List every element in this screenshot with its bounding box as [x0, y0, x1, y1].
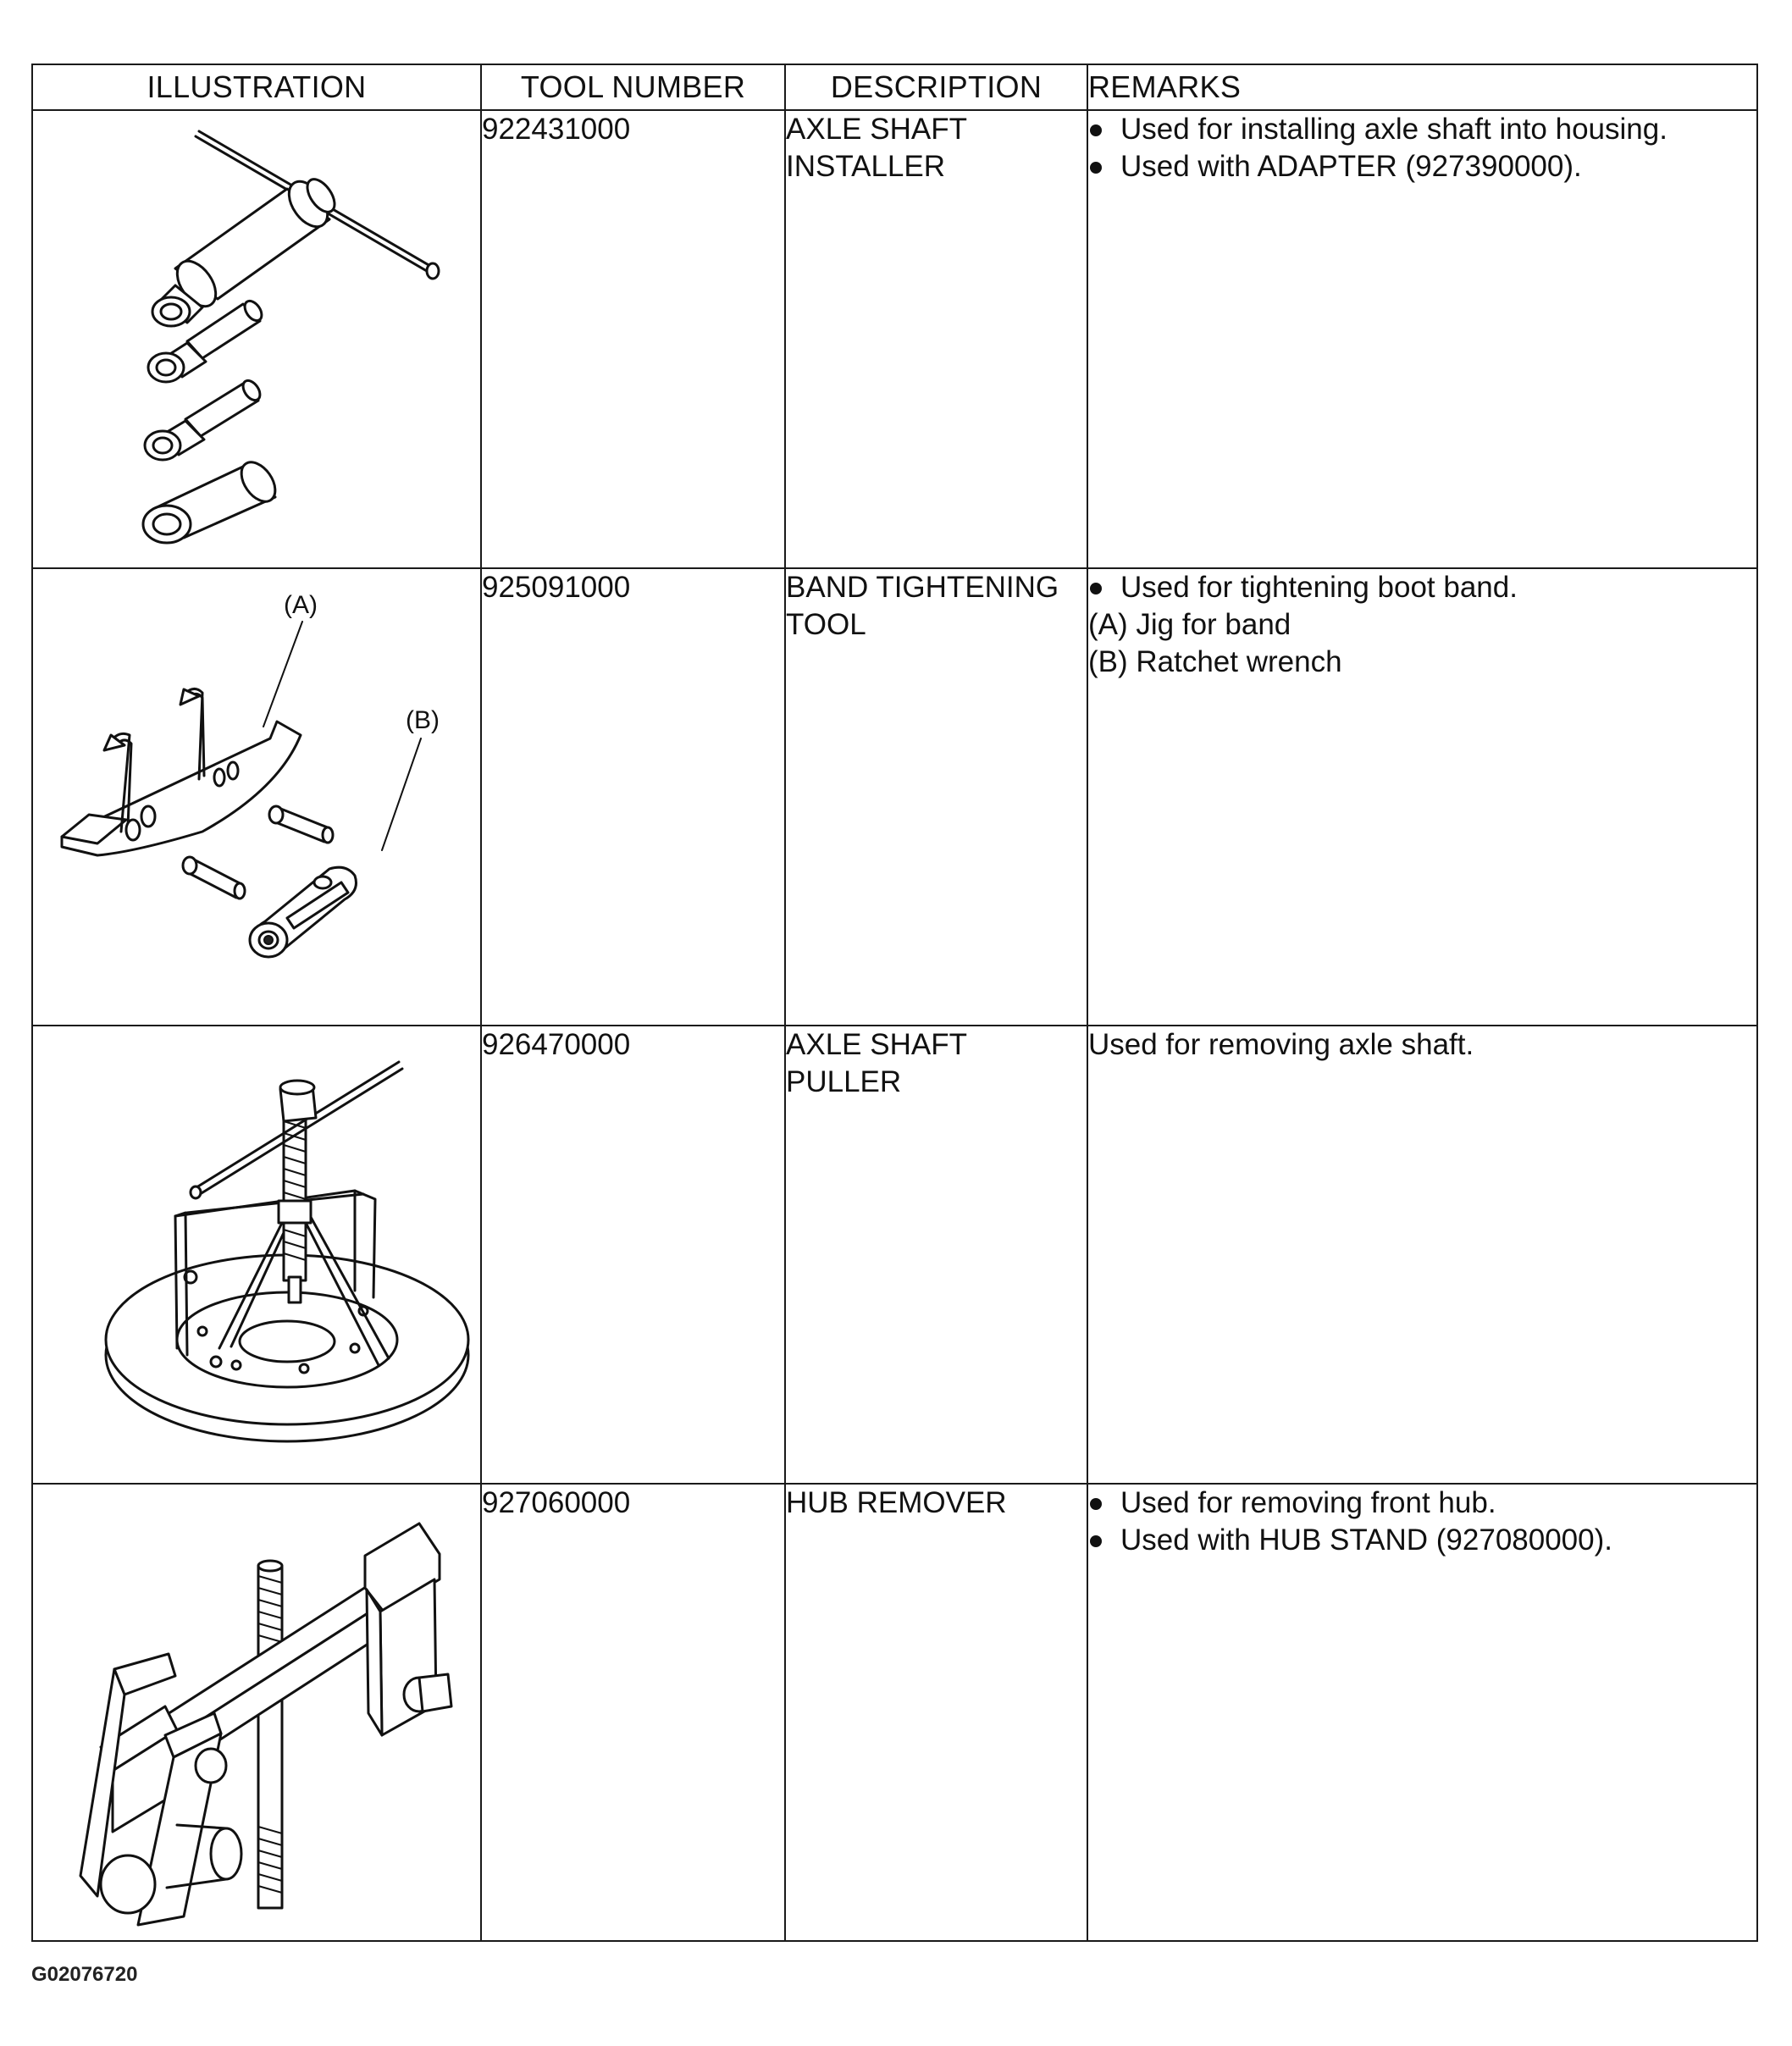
header-tool-number: TOOL NUMBER	[481, 64, 785, 110]
band-tightening-tool-illustration	[33, 569, 482, 1023]
remark-item	[1088, 569, 1756, 606]
description-line: AXLE SHAFT	[786, 113, 967, 146]
description-cell	[785, 1026, 1087, 1484]
tool-number-cell: 925091000	[481, 568, 785, 1026]
remarks-cell	[1087, 1484, 1757, 1942]
description-line: HUB REMOVER	[786, 1485, 1007, 1519]
table-row	[32, 110, 1757, 568]
description-line: BAND TIGHTENING	[786, 570, 1059, 604]
bullet-icon	[1090, 1498, 1102, 1510]
description-cell	[785, 568, 1087, 1026]
description-cell	[785, 110, 1087, 568]
remark-item: (B) Ratchet wrench	[1088, 644, 1342, 678]
remark-item: (A) Jig for band	[1088, 607, 1291, 641]
bullet-icon	[1090, 1535, 1102, 1547]
remark-text: Used for removing front hub.	[1120, 1485, 1496, 1519]
bullet-icon	[1090, 583, 1102, 594]
header-description: DESCRIPTION	[785, 64, 1087, 110]
hub-remover-illustration	[33, 1485, 482, 1938]
remark-text: Used for installing axle shaft into housing.	[1120, 113, 1668, 146]
axle-shaft-puller-illustration	[33, 1026, 482, 1480]
table-row	[32, 1484, 1757, 1942]
header-remarks: REMARKS	[1087, 64, 1757, 110]
tool-number-cell: 922431000	[481, 110, 785, 568]
special-tools-table	[31, 64, 1758, 1942]
figure-code: G02076720	[31, 1963, 138, 1986]
remark-item	[1088, 111, 1756, 148]
tool-number-cell: 927060000	[481, 1484, 785, 1942]
table-row	[32, 568, 1757, 1026]
remarks-cell	[1087, 110, 1757, 568]
remark-text: Used for tightening boot band.	[1120, 570, 1518, 604]
remark-item	[1088, 1522, 1756, 1559]
description-line: PULLER	[786, 1065, 902, 1098]
remarks-cell	[1087, 1026, 1757, 1484]
description-line: TOOL	[786, 607, 866, 641]
header-row	[32, 64, 1757, 110]
bullet-icon	[1090, 162, 1102, 174]
callout-b: (B)	[406, 705, 440, 734]
remark-text: Used with HUB STAND (927080000).	[1120, 1523, 1612, 1557]
remarks-cell	[1087, 568, 1757, 1026]
remark-item: Used for removing axle shaft.	[1088, 1028, 1474, 1061]
illustration-cell	[32, 1026, 481, 1484]
tool-number-cell: 926470000	[481, 1026, 785, 1484]
remark-text: Used with ADAPTER (927390000).	[1120, 150, 1582, 183]
description-line: INSTALLER	[786, 150, 946, 183]
remark-item	[1088, 1485, 1756, 1522]
header-illustration: ILLUSTRATION	[32, 64, 481, 110]
callout-a: (A)	[284, 590, 318, 619]
bullet-icon	[1090, 124, 1102, 136]
table-row	[32, 1026, 1757, 1484]
description-cell	[785, 1484, 1087, 1942]
remark-item	[1088, 148, 1756, 185]
description-line: AXLE SHAFT	[786, 1028, 967, 1061]
illustration-cell	[32, 568, 481, 1026]
illustration-cell	[32, 110, 481, 568]
axle-shaft-installer-illustration	[33, 111, 482, 565]
illustration-cell	[32, 1484, 481, 1942]
